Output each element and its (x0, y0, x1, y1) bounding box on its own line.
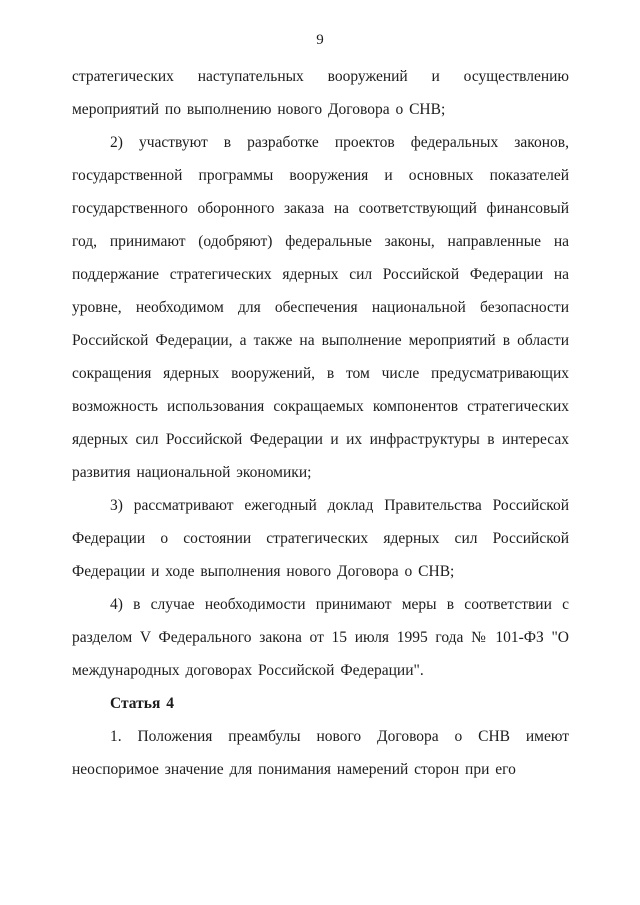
paragraph-list-item-4: 4) в случае необходимости принимают меры в соответствии с разделом V Федерального закона от 15 июля 1995 года № 101-ФЗ "О международных договорах Российской Федерации". (72, 596, 569, 679)
paragraph-list-item-2: 2) участвуют в разработке проектов федеральных законов, государственной программы вооружения и основных показателей государственного оборонного заказа на соответствующий финансовый год, принимают (одобряют) федеральные законы, направленные на поддержание стратегических ядерных сил Российской Федерации на уровне, необходимом для обеспечения национальной безопасности Российской Федерации, а также на выполнение мероприятий в области сокращения ядерных вооружений, в том числе предусматривающих возможность использования сокращаемых компонентов стратегических ядерных сил Российской Федерации и их инфраструктуры в интересах развития национальной экономики; (72, 134, 569, 481)
paragraph-article-4-point-1: 1. Положения преамбулы нового Договора о СНВ имеют неоспоримое значение для понимания намерений сторон при его (72, 728, 569, 778)
paragraph-continuation: стратегических наступательных вооружений и осуществлению мероприятий по выполнению нового Договора о СНВ; (72, 68, 569, 118)
document-body (72, 60, 569, 786)
page-number: 9 (316, 32, 324, 48)
article-4-heading: Статья 4 (110, 695, 174, 712)
paragraph-list-item-3: 3) рассматривают ежегодный доклад Правительства Российской Федерации о состоянии стратегических ядерных сил Российской Федерации и ходе выполнения нового Договора о СНВ; (72, 497, 569, 580)
